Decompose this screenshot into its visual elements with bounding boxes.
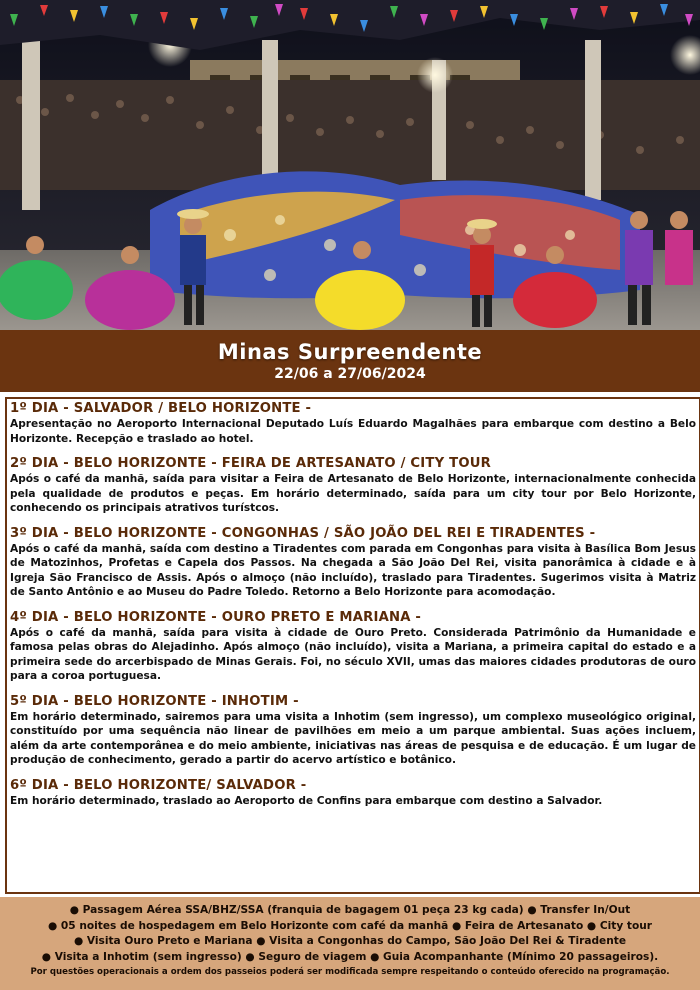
day-1-text: Apresentação no Aeroporto Internacional Deputado Luís Eduardo Magalhães para embarque com destino a Belo Horizonte. Recepção e traslado ao hotel. — [10, 418, 696, 445]
inclusions-line-3: ● Visita Ouro Preto e Mariana ● Visita a Congonhas do Campo, São João Del Rei & Tiradente — [73, 935, 627, 947]
day-2 — [10, 456, 696, 516]
day-6-text: Em horário determinado, traslado ao Aeroporto de Confins para embarque com destino a Salvador. — [10, 794, 603, 807]
day-2-title: 2º DIA - BELO HORIZONTE - FEIRA DE ARTESANATO / CITY TOUR — [10, 456, 492, 471]
tour-title: Minas Surpreendente — [217, 340, 483, 364]
inclusions-footer — [0, 897, 700, 990]
hero-photo — [0, 0, 700, 330]
day-4-title: 4º DIA - BELO HORIZONTE - OURO PRETO E MARIANA - — [10, 609, 422, 625]
day-3-title: 3º DIA - BELO HORIZONTE - CONGONHAS / SÃO JOÃO DEL REI E TIRADENTES - — [10, 525, 596, 541]
day-6-title: 6º DIA - BELO HORIZONTE/ SALVADOR - — [10, 777, 307, 793]
day-1-title: 1º DIA - SALVADOR / BELO HORIZONTE - — [10, 401, 312, 416]
day-2-text: Após o café da manhã, saída para visitar a Feira de Artesanato de Belo Horizonte, internacionalmente conhecida pela qualidade de produtos e peças. Em horário determinado, saída para um city tour por Belo Horizonte, conhecendo os principais atrativos turístcos. — [10, 473, 696, 514]
inclusions-line-1: ● Passagem Aérea SSA/BHZ/SSA (franquia de bagagem 01 peça 23 kg cada) ● Transfer In/Out — [69, 904, 631, 916]
day-4 — [10, 610, 696, 684]
inclusions-line-2: ● 05 noites de hospedagem em Belo Horizonte com café da manhã ● Feira de Artesanato ● City tour — [47, 919, 653, 932]
day-5 — [10, 694, 696, 768]
title-band — [0, 330, 700, 392]
itinerary-box — [5, 397, 700, 894]
day-5-title: 5º DIA - BELO HORIZONTE - INHOTIM - — [10, 693, 299, 709]
day-3-text: Após o café da manhã, saída com destino a Tiradentes com parada em Congonhas para visita à Basílica Bom Jesus de Matozinhos, Profetas e Capela dos Passos. Na chegada a São João Del Rei, visita panorâmica à cidade e à Igreja São Francisco de Assis. Após o almoço (não incluído), traslado para Tiradentes. Sugerimos visita à Matriz de Santo Antônio e ao Museu do Padre Toledo. Retorno a Belo Horizonte para acomodação. — [10, 542, 696, 598]
day-6 — [10, 778, 696, 809]
operational-note: Por questões operacionais a ordem dos passeios poderá ser modificada sempre respeitando o conteúdo oferecido na programação. — [30, 967, 670, 977]
day-3 — [10, 526, 696, 600]
day-5-text: Em horário determinado, sairemos para uma visita a Inhotim (sem ingresso), um complexo museológico original, constituído por uma sequência não linear de pavilhões em meio a um parque ambiental. Suas ações incluem, além da arte contemporânea e do meio ambiente, iniciativas nas áreas de pesquisa e de educação. É um lugar de produção de conhecimento, gerado a partir do acervo artístico e botânico. — [10, 710, 696, 766]
day-1 — [10, 401, 696, 446]
tour-dates: 22/06 a 27/06/2024 — [274, 366, 426, 382]
day-4-text: Após o café da manhã, saída para visita à cidade de Ouro Preto. Considerada Patrimônio da Humanidade e famosa pelas obras do Alejadinho. Após almoço (não incluído), visita a Mariana, a primeira capital do estado e a primeira sede do arcerbispado de Minas Gerais. Foi, no século XVII, umas das maiores cidades produtoras de ouro para a coroa portuguesa. — [10, 626, 696, 682]
festival-dance-image — [0, 0, 700, 330]
inclusions-line-4: ● Visita a Inhotim (sem ingresso) ● Seguro de viagem ● Guia Acompanhante (Mínimo 20 passageiros). — [41, 950, 659, 963]
